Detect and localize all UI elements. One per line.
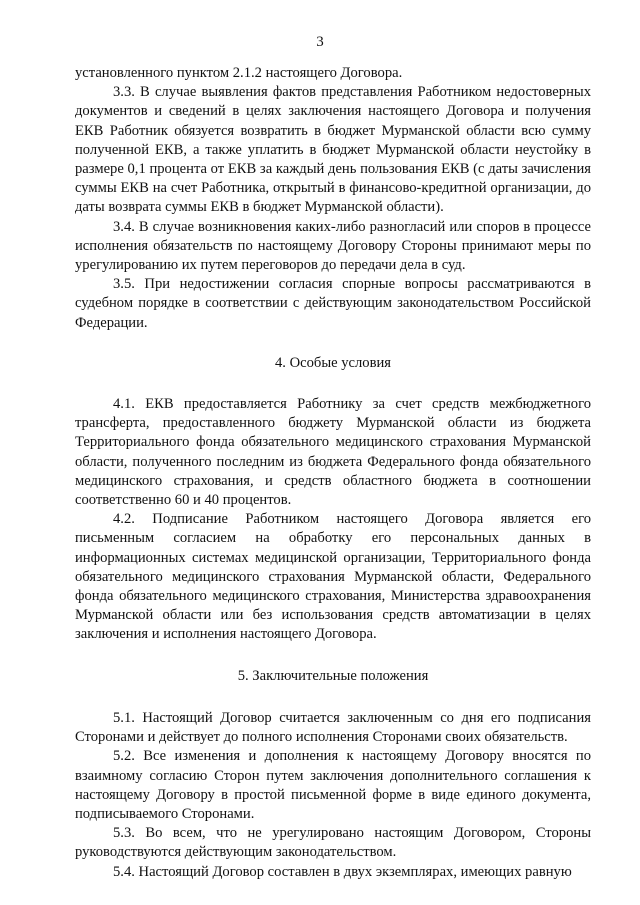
document-body [75,64,591,882]
paragraph-5-1: 5.1. Настоящий Договор считается заключенным со дня его подписания Сторонами и действует до полного исполнения Сторонами своих обязательств. [75,709,591,746]
section-heading-5: 5. Заключительные положения [237,667,429,684]
paragraph-5-2: 5.2. Все изменения и дополнения к настоящему Договору вносятся по взаимному согласию Сторон путем заключения дополнительного соглашения к настоящему Договору в простой письменной форме в виде единого документа, подписываемого Сторонами. [75,748,591,822]
paragraph-4-2: 4.2. Подписание Работником настоящего Договора является его письменным согласием на обработку его персональных данных в информационных системах медицинской организации, Территориального фонда обязательного медицинского страхования Мурманской области, Федерального фонда обязательного медицинского страхования, Министерства здравоохранения Мурманской области или без использования средств автоматизации в целях заключения и исполнения настоящего Договора. [75,511,591,643]
section-heading-4: 4. Особые условия [274,354,392,371]
paragraph-3-4: 3.4. В случае возникновения каких-либо разногласий или споров в процессе исполнения обязательств по настоящему Договору Стороны принимают меры по урегулированию их путем переговоров до передачи дела в суд. [75,218,591,274]
paragraph-3-5: 3.5. При недостижении согласия спорные вопросы рассматриваются в судебном порядке в соответствии с действующим законодательством Российской Федерации. [75,276,591,331]
paragraph-5-3: 5.3. Во всем, что не урегулировано настоящим Договором, Стороны руководствуются действующим законодательством. [75,825,591,861]
paragraph-continuation: установленного пунктом 2.1.2 настоящего Договора. [75,65,403,81]
paragraph-3-3: 3.3. В случае выявления фактов представления Работником недостоверных документов и сведений в целях заключения настоящего Договора и получения ЕКВ Работник обязуется возвратить в бюджет Мурманской области всю сумму полученной ЕКВ, а также уплатить в бюджет Мурманской области неустойку в размере 0,1 процента от ЕКВ за каждый день пользования ЕКВ (с даты зачисления суммы ЕКВ на счет Работника, открытый в финансово-кредитной организации, до даты возврата суммы ЕКВ в бюджет Мурманской области). [75,84,591,216]
paragraph-5-4: 5.4. Настоящий Договор составлен в двух экземплярах, имеющих равную [113,863,572,880]
paragraph-4-1: 4.1. ЕКВ предоставляется Работнику за счет средств межбюджетного трансферта, предоставленного бюджету Мурманской области из бюджета Территориального фонда обязательного медицинского страхования Мурманской области, полученного последним из бюджета Федерального фонда обязательного медицинского страхования, и средств областного бюджета в соотношении соответственно 60 и 40 процентов. [75,396,591,509]
page-number: 3 [316,34,324,50]
